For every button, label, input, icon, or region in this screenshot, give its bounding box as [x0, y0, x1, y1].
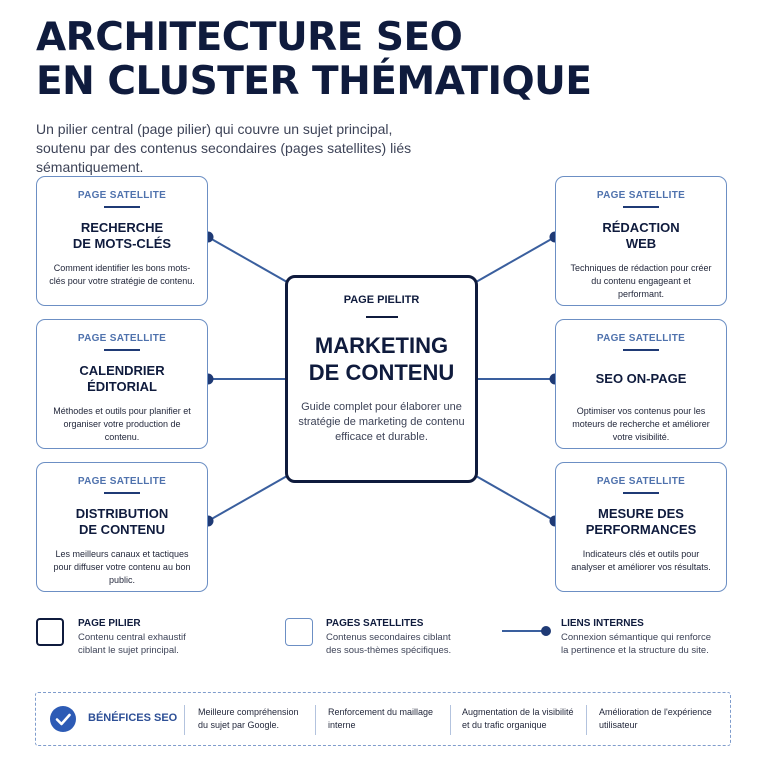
- satellite-divider: [104, 492, 140, 494]
- satellite-description: Techniques de rédaction pour créer du contenu engageant et performant.: [570, 263, 712, 299]
- seo-benefits-bar: [35, 692, 731, 746]
- satellite-kicker: PAGE SATELLITE: [77, 333, 167, 344]
- satellite-card-mesure-performances[interactable]: [555, 462, 727, 592]
- benefit-item: Augmentation de la visibilité et du trafic organique: [462, 707, 574, 730]
- legend-satellite-swatch: [285, 618, 313, 646]
- benefits-separator: [450, 705, 451, 735]
- satellite-description: Méthodes et outils pour planifier et organiser votre production de contenu.: [53, 406, 191, 442]
- satellite-divider: [104, 206, 140, 208]
- satellite-description: Comment identifier les bons mots-clés pour votre stratégie de contenu.: [49, 263, 195, 286]
- satellite-kicker: PAGE SATELLITE: [596, 333, 686, 344]
- pillar-title: MARKETING DE CONTENU: [308, 333, 455, 385]
- satellite-description: Indicateurs clés et outils pour analyser et améliorer vos résultats.: [571, 549, 711, 572]
- satellite-title: RECHERCHE DE MOTS-CLÉS: [72, 220, 172, 251]
- pillar-description: Guide complet pour élaborer une stratégie de marketing de contenu efficace et durable.: [298, 401, 465, 443]
- legend-pillar-description: Contenu central exhaustif ciblant le sujet principal.: [78, 632, 186, 656]
- satellite-divider: [623, 492, 659, 494]
- legend-links-title: LIENS INTERNES: [561, 618, 644, 629]
- benefits-heading: BÉNÉFICES SEO: [88, 712, 178, 724]
- satellite-description: Les meilleurs canaux et tactiques pour diffuser votre contenu au bon public.: [53, 549, 191, 585]
- legend-pillar-title: PAGE PILIER: [78, 618, 141, 629]
- satellite-divider: [104, 349, 140, 351]
- satellite-kicker: PAGE SATELLITE: [77, 476, 167, 487]
- satellite-title: RÉDACTION WEB: [602, 220, 680, 251]
- legend-pillar-swatch: [36, 618, 64, 646]
- benefit-item: Amélioration de l'expérience utilisateur: [599, 707, 712, 730]
- satellite-card-seo-on-page[interactable]: [555, 319, 727, 449]
- title-line-2: EN CLUSTER THÉMATIQUE: [36, 59, 592, 104]
- benefit-item: Meilleure compréhension du sujet par Google.: [198, 707, 299, 730]
- satellite-card-calendrier-editorial[interactable]: [36, 319, 208, 449]
- benefits-separator: [184, 705, 185, 735]
- checkmark-icon: [50, 706, 76, 732]
- satellite-title: SEO ON-PAGE: [595, 371, 687, 386]
- pillar-card[interactable]: [285, 275, 478, 483]
- benefits-separator: [315, 705, 316, 735]
- satellite-kicker: PAGE SATELLITE: [596, 476, 686, 487]
- satellite-kicker: PAGE SATELLITE: [77, 190, 167, 201]
- satellite-description: Optimiser vos contenus pour les moteurs de recherche et améliorer votre visibilité.: [572, 406, 710, 442]
- satellite-title: DISTRIBUTION DE CONTENU: [75, 506, 169, 537]
- pillar-kicker: PAGE PIELITR: [343, 294, 420, 306]
- legend-satellites-title: PAGES SATELLITES: [326, 618, 424, 629]
- legend-satellites-description: Contenus secondaires ciblant des sous-thèmes spécifiques.: [326, 632, 452, 656]
- pillar-divider: [366, 316, 398, 318]
- legend-link-swatch: [502, 624, 554, 638]
- satellite-title: CALENDRIER ÉDITORIAL: [79, 363, 165, 394]
- page-subtitle: Un pilier central (page pilier) qui couvre un sujet principal, soutenu par des contenus secondaires (pages satellites) liés sémantiquement.: [36, 121, 412, 175]
- benefit-item: Renforcement du maillage interne: [328, 707, 434, 730]
- title-line-1: ARCHITECTURE SEO: [36, 15, 463, 60]
- satellite-card-distribution-contenu[interactable]: [36, 462, 208, 592]
- link-line-recherche: [208, 237, 287, 282]
- benefits-separator: [586, 705, 587, 735]
- satellite-card-redaction-web[interactable]: [555, 176, 727, 306]
- link-line-distribution: [208, 476, 287, 521]
- link-line-redaction: [476, 237, 555, 282]
- link-line-mesure: [476, 476, 555, 521]
- satellite-kicker: PAGE SATELLITE: [596, 190, 686, 201]
- satellite-divider: [623, 349, 659, 351]
- satellite-card-recherche-mots-cles[interactable]: [36, 176, 208, 306]
- satellite-divider: [623, 206, 659, 208]
- satellite-title: MESURE DES PERFORMANCES: [585, 506, 697, 537]
- legend-links-description: Connexion sémantique qui renforce la pertinence et la structure du site.: [561, 632, 711, 656]
